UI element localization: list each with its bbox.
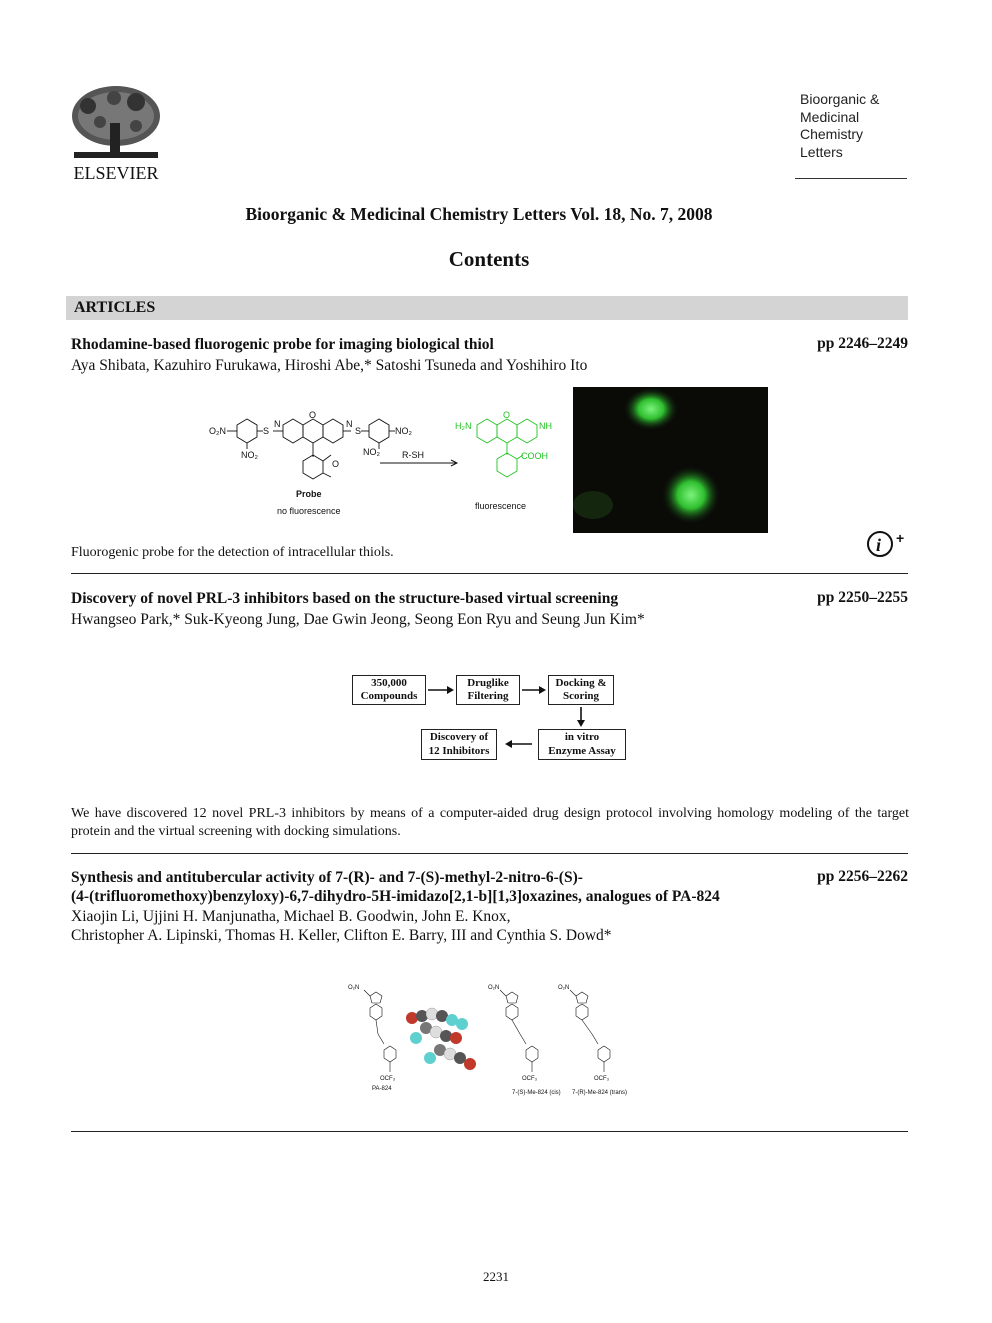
substituent-label: O: [503, 410, 511, 420]
flow-box: in vitro Enzyme Assay: [538, 729, 626, 760]
article-title[interactable]: [71, 868, 720, 906]
substituent-label: NO₂: [241, 450, 258, 460]
article-divider: [71, 1131, 908, 1132]
screening-flowchart: [350, 672, 640, 764]
flow-box: Docking & Scoring: [548, 675, 614, 705]
issue-title: Bioorganic & Medicinal Chemistry Letters Vol. 18, No. 7, 2008: [245, 204, 713, 224]
section-label: ARTICLES: [74, 299, 156, 316]
substituent-label: N: [346, 419, 353, 429]
substituent-label: N: [274, 419, 281, 429]
journal-name-line: Letters: [800, 143, 843, 160]
article-title[interactable]: Rhodamine-based fluorogenic probe for imaging biological thiol: [71, 336, 494, 353]
svg-text:i: i: [876, 535, 882, 555]
svg-text:ELSEVIER: ELSEVIER: [73, 163, 159, 183]
article-pages: pp 2256–2262: [817, 868, 908, 885]
substituent-label: OCF₃: [594, 1076, 610, 1082]
probe-label: Probe: [296, 489, 322, 499]
article-authors-line: Xiaojin Li, Ujjini H. Manjunatha, Michael B. Goodwin, John E. Knox,: [71, 908, 511, 925]
compound-label: PA-824: [372, 1086, 392, 1092]
substituent-label: O: [332, 459, 340, 469]
article-authors: [71, 907, 612, 945]
article-divider: [71, 853, 908, 854]
substituent-label: NO₂: [395, 426, 412, 436]
elsevier-logo: [66, 78, 166, 183]
article-summary: Fluorogenic probe for the detection of intracellular thiols.: [71, 545, 394, 560]
substituent-label: OCF₃: [380, 1076, 396, 1082]
journal-name-line: Medicinal: [800, 108, 860, 125]
substituent-label: OCF₃: [522, 1076, 538, 1082]
flow-box: 350,000 Compounds: [352, 675, 426, 705]
article-pages: pp 2246–2249: [817, 335, 908, 352]
article-authors-line: Christopher A. Lipinski, Thomas H. Keller, Clifton E. Barry, III and Cynthia S. Dowd*: [71, 927, 612, 944]
fluorescence-micrograph: [573, 387, 768, 533]
journal-name-block: [800, 91, 879, 161]
molecule-figure: [340, 978, 640, 1098]
article-authors: Hwangseo Park,* Suk-Kyeong Jung, Dae Gwin Jeong, Seong Eon Ryu and Seung Jun Kim*: [71, 611, 645, 628]
article-title-line: (4-(trifluoromethoxy)benzyloxy)-6,7-dihydro-5H-imidazo[2,1-b][1,3]oxazines, analogues of PA-824: [71, 888, 720, 905]
page-title: Contents: [448, 247, 530, 271]
article-title[interactable]: Discovery of novel PRL-3 inhibitors based on the structure-based virtual screening: [71, 590, 619, 607]
substituent-label: S: [263, 426, 270, 436]
substituent-label: NO₂: [363, 447, 380, 457]
product-note: fluorescence: [475, 501, 527, 511]
substituent-label: O₂N: [488, 985, 500, 991]
substituent-label: S: [355, 426, 362, 436]
compound-label: 7-(R)-Me-824 (trans): [572, 1090, 628, 1096]
compound-label: 7-(S)-Me-824 (cis): [512, 1090, 561, 1096]
page-number: 2231: [483, 1269, 509, 1284]
flow-box: Discovery of 12 Inhibitors: [421, 729, 497, 760]
article-pages: pp 2250–2255: [817, 589, 908, 606]
substituent-label: O: [309, 410, 317, 420]
reagent-label: R-SH: [402, 450, 424, 460]
flow-box: Druglike Filtering: [456, 675, 520, 705]
article-divider: [71, 573, 908, 574]
probe-note: no fluorescence: [277, 506, 341, 516]
substituent-label: COOH: [521, 451, 548, 461]
substituent-label: O₂N: [209, 426, 226, 436]
journal-name-line: Chemistry: [800, 126, 864, 142]
svg-text:+: +: [896, 530, 905, 546]
article-summary: We have discovered 12 novel PRL-3 inhibitors by means of a computer-aided drug design protocol involving homology modeling of the target protein and the virtual screening with docking simulations.: [71, 806, 909, 839]
substituent-label: H₂N: [455, 421, 472, 431]
journal-rule: [795, 178, 907, 179]
article-authors: Aya Shibata, Kazuhiro Furukawa, Hiroshi Abe,* Satoshi Tsuneda and Yoshihiro Ito: [71, 357, 588, 374]
substituent-label: NH: [539, 421, 552, 431]
journal-name-line: Bioorganic &: [800, 91, 880, 107]
substituent-label: O₂N: [348, 985, 360, 991]
section-header: [66, 296, 908, 320]
substituent-label: O₂N: [558, 985, 570, 991]
article-title-line: Synthesis and antitubercular activity of 7-(R)- and 7-(S)-methyl-2-nitro-6-(S)-: [71, 869, 583, 886]
reaction-scheme: [205, 405, 565, 525]
